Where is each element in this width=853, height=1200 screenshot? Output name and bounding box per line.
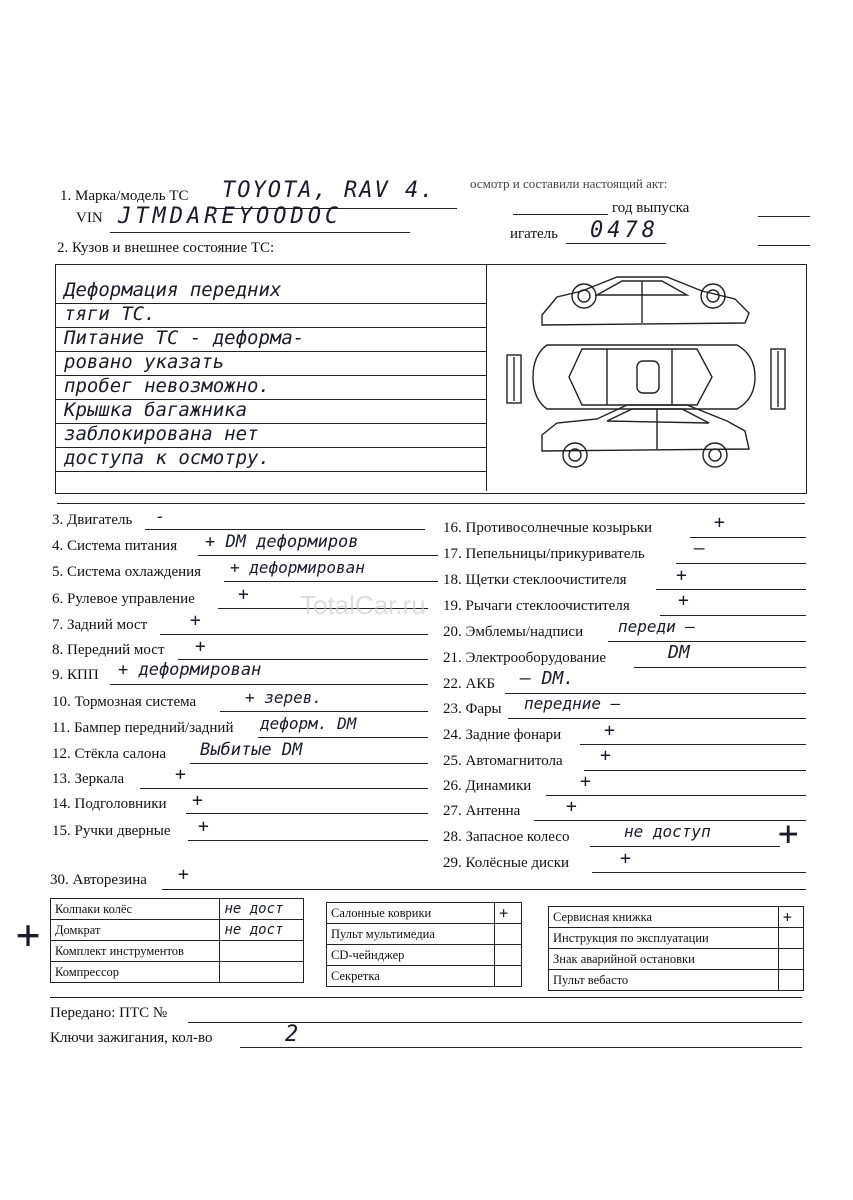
box1-row-1-value: не дост <box>220 899 304 920</box>
item-26-value: + <box>580 771 591 792</box>
equipment-box-3 <box>548 906 804 991</box>
top-cut-text: осмотр и составили настоящий акт: <box>470 176 668 191</box>
item-9-value: + деформирован <box>118 660 262 680</box>
item-23-label: 23. Фары <box>443 701 502 717</box>
box1-row-4-label: Компрессор <box>51 962 220 983</box>
item-7-label: 7. Задний мост <box>52 617 148 633</box>
vin-label: VIN <box>76 210 103 226</box>
box3-row-4-value <box>778 970 803 991</box>
item-8-label: 8. Передний мост <box>52 642 165 658</box>
box3-row-2-label: Инструкция по эксплуатации <box>549 928 779 949</box>
body-note-line-4: ровано указать <box>64 351 225 373</box>
car-side-view-bottom-icon <box>542 405 749 467</box>
item-11-label: 11. Бампер передний/задний <box>52 720 234 736</box>
item-20-value: переди — <box>618 617 696 636</box>
item-12-label: 12. Стёкла салона <box>52 746 167 762</box>
keys-value: 2 <box>285 1022 299 1047</box>
left-margin-plus-mark: + <box>16 912 41 958</box>
box2-row-4-value <box>495 966 522 987</box>
body-note-line-2: тяги ТС. <box>64 303 156 325</box>
box1-row-3-value <box>220 941 304 962</box>
item-25-label: 25. Автомагнитола <box>443 753 563 769</box>
item-27-label: 27. Антенна <box>443 803 521 819</box>
box1-row-4-value <box>220 962 304 983</box>
keys-label: Ключи зажигания, кол-во <box>50 1030 213 1046</box>
body-note-line-7: заблокирована нет <box>64 423 259 445</box>
tires-label: 30. Авторезина <box>50 872 147 888</box>
item-6-label: 6. Рулевое управление <box>52 591 195 607</box>
box1-row-2-value: не дост <box>220 920 304 941</box>
item-7-value: + <box>190 610 201 631</box>
item-6-value: + <box>238 584 249 605</box>
box2-row-4-label: Секретка <box>327 966 495 987</box>
body-note-line-6: Крышка багажника <box>64 399 248 421</box>
item-4-value: + DM деформиров <box>205 532 359 552</box>
item-24-label: 24. Задние фонари <box>443 727 562 743</box>
item-15-value: + <box>198 816 209 837</box>
item-14-value: + <box>192 790 203 811</box>
body-note-line-1: Деформация передних <box>64 279 282 301</box>
item-15-label: 15. Ручки дверные <box>52 823 171 839</box>
item-16-label: 16. Противосолнечные козырьки <box>443 520 653 536</box>
box2-row-2-value <box>495 924 522 945</box>
box2-row-3-label: CD-чейнджер <box>327 945 495 966</box>
engine-value: 0478 <box>590 218 659 243</box>
box3-row-3-value <box>778 949 803 970</box>
item-21-value: DM <box>668 642 690 663</box>
box3-row-1-label: Сервисная книжка <box>549 907 779 928</box>
item-26-label: 26. Динамики <box>443 778 532 794</box>
body-condition-box <box>55 264 807 494</box>
engine-label: игатель <box>510 226 558 242</box>
item-23-value: передние — <box>524 694 621 713</box>
item-25-value: + <box>600 745 611 766</box>
year-label: год выпуска <box>612 200 690 216</box>
box3-row-4-label: Пульт вебасто <box>549 970 779 991</box>
vehicle-diagram <box>486 265 805 491</box>
box2-row-3-value <box>495 945 522 966</box>
item-18-label: 18. Щетки стеклоочистителя <box>443 572 627 588</box>
item-4-label: 4. Система питания <box>52 538 178 554</box>
car-front-end-icon <box>507 355 521 403</box>
item-9-label: 9. КПП <box>52 667 99 683</box>
item-13-label: 13. Зеркала <box>52 771 125 787</box>
vin-value: JTMDAREYOODOC <box>118 204 343 229</box>
box1-row-3-label: Комплект инструментов <box>51 941 220 962</box>
car-top-view-icon <box>533 345 755 409</box>
item-17-label: 17. Пепельницы/прикуриватель <box>443 546 645 562</box>
item-8-value: + <box>195 636 206 657</box>
item-27-value: + <box>566 796 577 817</box>
body-note-line-3: Питание ТС - деформа- <box>64 327 305 349</box>
box2-row-1-label: Салонные коврики <box>327 903 495 924</box>
pts-label: Передано: ПТС № <box>50 1005 168 1021</box>
box2-row-1-value: + <box>495 903 522 924</box>
item-3-label: 3. Двигатель <box>52 512 133 528</box>
right-margin-plus-mark: + <box>778 814 799 854</box>
box1-row-2-label: Домкрат <box>51 920 220 941</box>
make-model-label: 1. Марка/модель ТС <box>60 188 189 204</box>
item-17-value: — <box>694 538 705 559</box>
car-side-view-top-icon <box>542 277 749 325</box>
body-section-title: 2. Кузов и внешнее состояние ТС: <box>57 240 275 256</box>
box1-row-1-label: Колпаки колёс <box>51 899 220 920</box>
item-29-label: 29. Колёсные диски <box>443 855 570 871</box>
item-19-label: 19. Рычаги стеклоочистителя <box>443 598 630 614</box>
watermark-logo: TotalCar.ru <box>300 590 426 620</box>
item-3-value: - <box>155 507 166 527</box>
box3-row-3-label: Знак аварийной остановки <box>549 949 779 970</box>
item-19-value: + <box>678 590 689 611</box>
item-10-value: + зерев. <box>245 688 323 707</box>
box3-row-1-value: + <box>778 907 803 928</box>
tires-value: + <box>178 864 189 885</box>
equipment-box-2 <box>326 902 522 987</box>
item-12-value: Выбитые DM <box>200 740 303 760</box>
equipment-box-1 <box>50 898 304 983</box>
item-22-label: 22. АКБ <box>443 676 495 692</box>
item-10-label: 10. Тормозная система <box>52 694 197 710</box>
item-28-label: 28. Запасное колесо <box>443 829 570 845</box>
item-5-value: + деформирован <box>230 558 365 577</box>
body-note-line-8: доступа к осмотру. <box>64 447 270 469</box>
box3-row-2-value <box>778 928 803 949</box>
item-14-label: 14. Подголовники <box>52 796 167 812</box>
item-18-value: + <box>676 565 687 586</box>
item-11-value: деформ. DM <box>260 714 357 733</box>
item-5-label: 5. Система охлаждения <box>52 564 202 580</box>
item-20-label: 20. Эмблемы/надписи <box>443 624 584 640</box>
item-16-value: + <box>714 512 725 533</box>
item-29-value: + <box>620 848 631 869</box>
car-rear-end-icon <box>771 349 785 409</box>
item-24-value: + <box>604 720 615 741</box>
item-13-value: + <box>175 764 186 785</box>
make-model-value: TOYOTA, RAV 4. <box>222 178 436 203</box>
item-28-value: не доступ <box>624 822 711 841</box>
item-21-label: 21. Электрооборудование <box>443 650 607 666</box>
body-note-line-5: пробег невозможно. <box>64 375 270 397</box>
box2-row-2-label: Пульт мультимедиа <box>327 924 495 945</box>
item-22-value: — DM. <box>520 668 575 689</box>
